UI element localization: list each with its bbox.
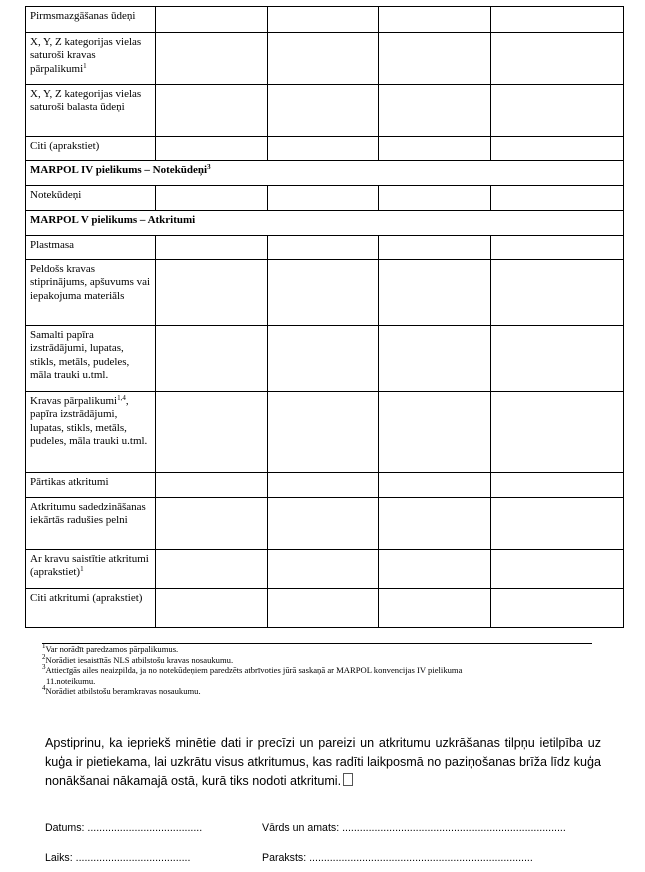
table-row xyxy=(26,326,624,392)
value-cell[interactable] xyxy=(268,137,379,161)
value-cell[interactable] xyxy=(268,236,379,260)
section-header: MARPOL V pielikums – Atkritumi xyxy=(26,211,624,236)
section-header: MARPOL IV pielikums – Notekūdeņi$^3$ xyxy=(26,161,624,186)
table-row xyxy=(26,33,624,85)
value-cell[interactable] xyxy=(379,7,491,33)
value-cell[interactable] xyxy=(268,7,379,33)
table-row xyxy=(26,589,624,628)
value-cell[interactable] xyxy=(379,236,491,260)
value-cell[interactable] xyxy=(268,589,379,628)
value-cell[interactable] xyxy=(268,473,379,498)
value-cell[interactable] xyxy=(491,236,624,260)
table-row xyxy=(26,236,624,260)
value-cell[interactable] xyxy=(379,392,491,473)
table-row xyxy=(26,550,624,589)
value-cell[interactable] xyxy=(491,392,624,473)
value-cell[interactable] xyxy=(268,260,379,326)
confirm-checkbox[interactable] xyxy=(343,773,353,786)
value-cell[interactable] xyxy=(268,498,379,550)
value-cell[interactable] xyxy=(156,550,268,589)
row-label: Citi (aprakstiet) xyxy=(26,137,156,161)
section-header-row xyxy=(26,161,624,186)
value-cell[interactable] xyxy=(379,33,491,85)
declaration-text: Apstiprinu, ka iepriekš minētie dati ir precīzi un pareizi un atkritumu uzkrāšanas tilpņu ietilpība uz kuģa ir pietiekama, lai uzkrātu visus atkritumus, kas radīti laikposmā no paziņošanas brīža līdz kuģa nonākšanai nākamajā ostā, kurā tiks nodoti atkritumi. xyxy=(45,736,601,788)
date-label: Datums: xyxy=(45,822,85,834)
value-cell[interactable] xyxy=(379,326,491,392)
table-row xyxy=(26,85,624,137)
row-label: X, Y, Z kategorijas vielas saturoši kravas pārpalikumi$^1$ xyxy=(26,33,156,85)
signature-label: Paraksts: xyxy=(262,852,307,864)
row-label: Kravas pārpalikumi$^{1,4}$, papīra izstrādājumi, lupatas, stikls, metāls, pudeles, māla trauki u.tml. xyxy=(26,392,156,473)
row-label: Plastmasa xyxy=(26,236,156,260)
footnotes xyxy=(42,644,602,697)
value-cell[interactable] xyxy=(491,473,624,498)
value-cell[interactable] xyxy=(379,85,491,137)
value-cell[interactable] xyxy=(156,473,268,498)
time-line[interactable]: ....................................... xyxy=(75,852,191,864)
value-cell[interactable] xyxy=(491,260,624,326)
table-row xyxy=(26,7,624,33)
value-cell[interactable] xyxy=(491,7,624,33)
table-row xyxy=(26,186,624,211)
value-cell[interactable] xyxy=(156,498,268,550)
value-cell[interactable] xyxy=(379,473,491,498)
table-row xyxy=(26,137,624,161)
row-label: Samalti papīra izstrādājumi, lupatas, stikls, metāls, pudeles, māla trauki u.tml. xyxy=(26,326,156,392)
row-label: Pārtikas atkritumi xyxy=(26,473,156,498)
value-cell[interactable] xyxy=(379,137,491,161)
value-cell[interactable] xyxy=(156,260,268,326)
value-cell[interactable] xyxy=(379,589,491,628)
table-row xyxy=(26,473,624,498)
value-cell[interactable] xyxy=(379,550,491,589)
value-cell[interactable] xyxy=(491,186,624,211)
value-cell[interactable] xyxy=(491,589,624,628)
time-field[interactable] xyxy=(45,852,190,864)
value-cell[interactable] xyxy=(268,326,379,392)
table-row xyxy=(26,260,624,326)
date-line[interactable]: ....................................... xyxy=(87,822,203,834)
value-cell[interactable] xyxy=(379,186,491,211)
footnote: $^2$Norādiet iesaistītās NLS atbilstošu kravas nosaukumu. xyxy=(42,652,234,665)
value-cell[interactable] xyxy=(491,137,624,161)
value-cell[interactable] xyxy=(268,85,379,137)
value-cell[interactable] xyxy=(156,33,268,85)
name-label: Vārds un amats: xyxy=(262,822,340,834)
date-field[interactable] xyxy=(45,822,202,834)
row-label: X, Y, Z kategorijas vielas saturoši balasta ūdeņi xyxy=(26,85,156,137)
table-row xyxy=(26,392,624,473)
value-cell[interactable] xyxy=(156,326,268,392)
name-field[interactable] xyxy=(262,822,566,834)
value-cell[interactable] xyxy=(491,326,624,392)
value-cell[interactable] xyxy=(379,260,491,326)
value-cell[interactable] xyxy=(268,186,379,211)
name-line[interactable]: ............................................................................ xyxy=(342,822,566,834)
value-cell[interactable] xyxy=(156,137,268,161)
time-label: Laiks: xyxy=(45,852,73,864)
value-cell[interactable] xyxy=(491,550,624,589)
value-cell[interactable] xyxy=(491,498,624,550)
row-label: Pirmsmazgāšanas ūdeņi xyxy=(26,7,156,33)
row-label: Notekūdeņi xyxy=(26,186,156,211)
waste-table xyxy=(25,6,624,628)
value-cell[interactable] xyxy=(156,392,268,473)
row-label: Citi atkritumi (aprakstiet) xyxy=(26,589,156,628)
value-cell[interactable] xyxy=(268,33,379,85)
row-label: Peldošs kravas stiprinājums, apšuvums vai iepakojuma materiāls xyxy=(26,260,156,326)
value-cell[interactable] xyxy=(156,186,268,211)
footnote: $^1$Var norādīt paredzamos pārpalikumus. xyxy=(42,642,179,654)
value-cell[interactable] xyxy=(156,589,268,628)
value-cell[interactable] xyxy=(491,85,624,137)
value-cell[interactable] xyxy=(268,392,379,473)
signature-field[interactable] xyxy=(262,852,533,864)
section-header-row xyxy=(26,211,624,236)
table-row xyxy=(26,498,624,550)
row-label: Atkritumu sadedzināšanas iekārtās radušies pelni xyxy=(26,498,156,550)
value-cell[interactable] xyxy=(156,236,268,260)
value-cell[interactable] xyxy=(491,33,624,85)
row-label: Ar kravu saistītie atkritumi (aprakstiet)$^1$ xyxy=(26,550,156,589)
signature-line[interactable]: ............................................................................ xyxy=(309,852,533,864)
value-cell[interactable] xyxy=(268,550,379,589)
waste-form-sheet xyxy=(25,6,623,628)
footnote: $^3$Attiecīgās ailes neaizpilda, ja no notekūdeņiem paredzēts atbrīvoties jūrā saskaņā ar MARPOL konvencijas IV pielikuma 11.noteikumu. xyxy=(42,663,463,686)
value-cell[interactable] xyxy=(379,498,491,550)
value-cell[interactable] xyxy=(156,85,268,137)
footnote: $^4$Norādiet atbilstošu beramkravas nosaukumu. xyxy=(42,684,201,697)
value-cell[interactable] xyxy=(156,7,268,33)
